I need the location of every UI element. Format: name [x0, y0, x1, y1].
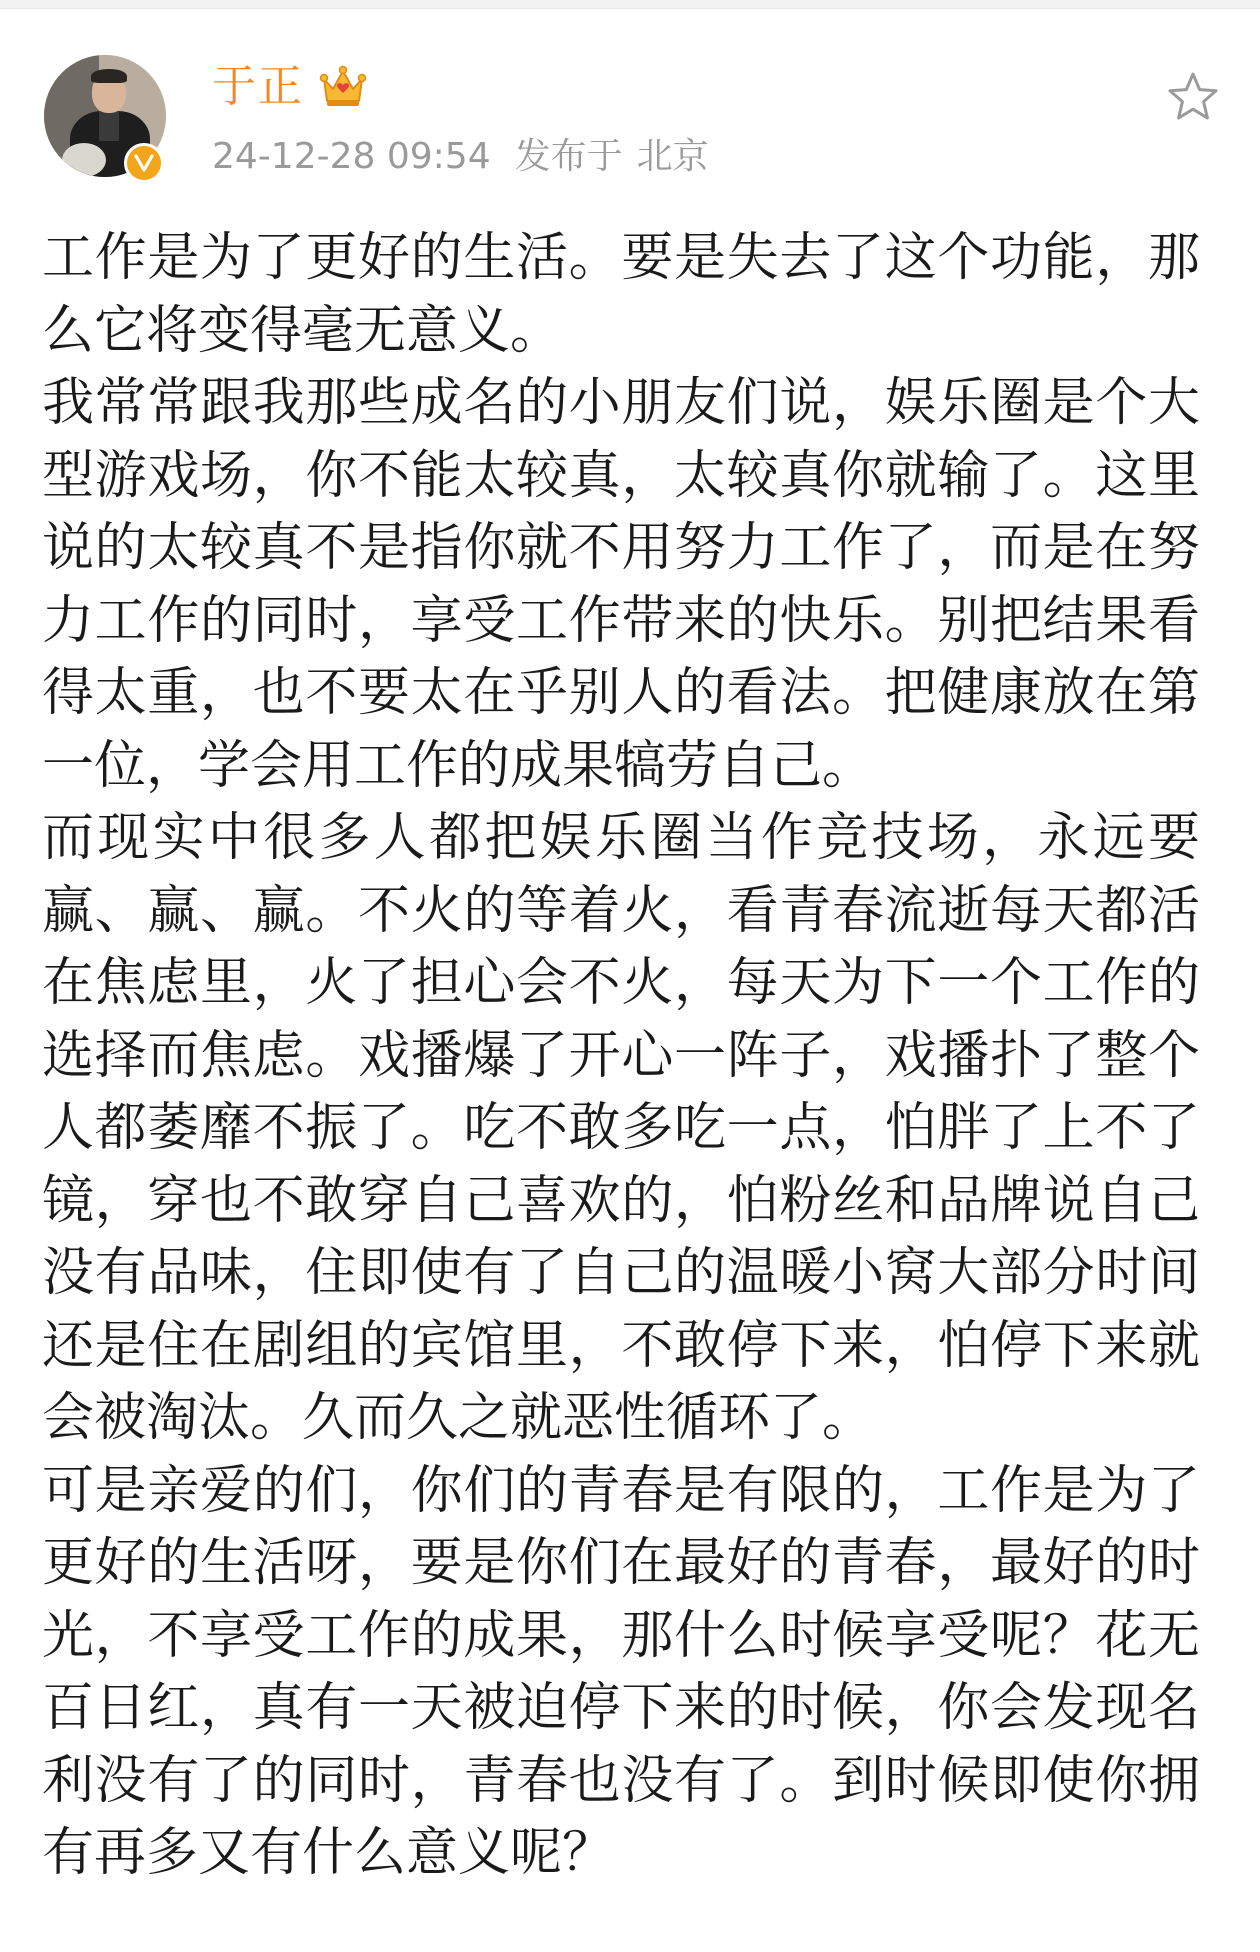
post-paragraph: 工作是为了更好的生活。要是失去了这个功能，那么它将变得毫无意义。	[42, 228, 1200, 361]
post-header	[0, 45, 1260, 195]
post-paragraph: 而现实中很多人都把娱乐圈当作竞技场，永远要赢、赢、赢。不火的等着火，看青春流逝每天都活在焦虑里，火了担心会不火，每天为下一个工作的选择而焦虑。戏播爆了开心一阵子，戏播扑了整个人都萎靡不振了。吃不敢多吃一点，怕胖了上不了镜，穿也不敢穿自己喜欢的，怕粉丝和品牌说自己没有品味，住即使有了自己的温暖小窝大部分时间还是住在剧组的宾馆里，不敢停下来，怕停下来就会被淘汰。久而久之就恶性循环了。	[42, 808, 1200, 1448]
author-name[interactable]: 于正	[212, 61, 304, 112]
post-meta	[212, 133, 709, 181]
post-timestamp: 24-12-28 09:54	[212, 136, 491, 177]
top-divider	[0, 0, 1260, 9]
post-location[interactable]: 北京	[636, 136, 709, 177]
post-content	[42, 222, 1200, 1942]
location-prefix: 发布于	[514, 136, 623, 177]
post-paragraph: 我常常跟我那些成名的小朋友们说，娱乐圈是个大型游戏场，你不能太较真，太较真你就输了。这里说的太较真不是指你就不用努力工作了，而是在努力工作的同时，享受工作带来的快乐。别把结果看得太重，也不要太在乎别人的看法。把健康放在第一位，学会用工作的成果犒劳自己。	[42, 373, 1200, 796]
crown-icon[interactable]	[318, 61, 368, 111]
verified-badge-icon	[124, 143, 164, 183]
post-paragraph: 可是亲爱的们，你们的青春是有限的，工作是为了更好的生活呀，要是你们在最好的青春，最好的时光，不享受工作的成果，那什么时候享受呢？花无百日红，真有一天被迫停下来的时候，你会发现名利没有了的同时，青春也没有了。到时候即使你拥有再多又有什么意义呢？	[42, 1460, 1200, 1883]
star-outline-icon[interactable]	[1164, 69, 1222, 127]
